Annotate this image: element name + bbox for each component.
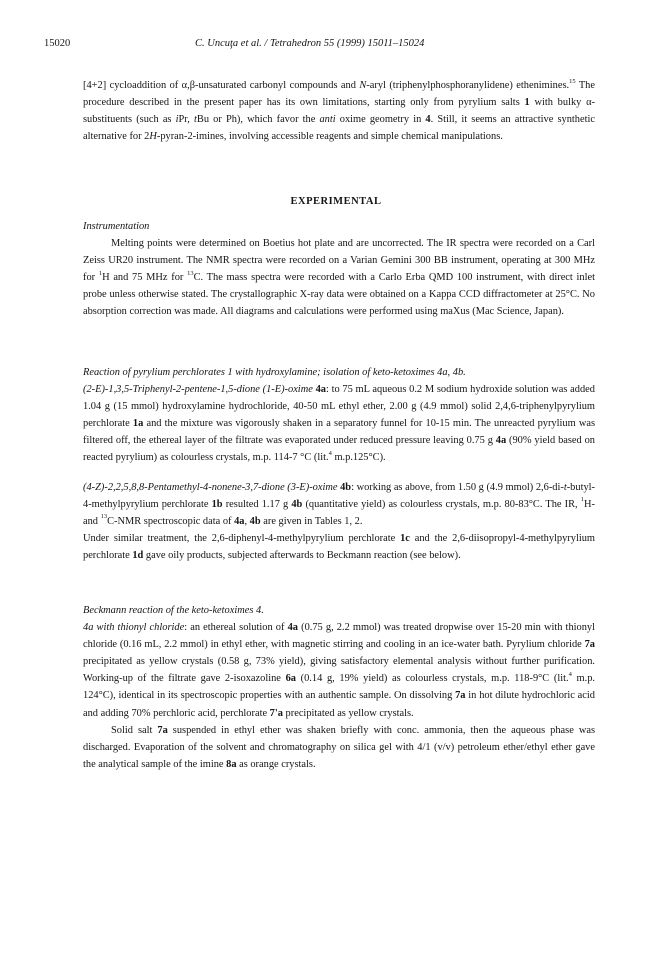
- reference-superscript: 4: [328, 450, 332, 458]
- isotope-superscript: 1: [580, 496, 585, 504]
- compound-number: 8a: [226, 758, 237, 770]
- isotope-superscript: 13: [100, 513, 108, 521]
- text: : an ethereal solution of: [184, 622, 288, 634]
- compound-number: 7'a: [269, 707, 283, 719]
- text: precipitated as yellow crystals.: [282, 707, 414, 719]
- text: and the 2,6-diisopropyl-4-methylpyrylium perchlorate: [83, 532, 595, 561]
- text: . Still, it seems an attractive synthetic alternative for 2: [83, 114, 595, 143]
- compound-number: 1d: [132, 549, 144, 561]
- text: m.p.125°C).: [331, 452, 386, 464]
- compound-number: 7a: [455, 690, 466, 702]
- running-citation: C. Uncuţa et al. / Tetrahedron 55 (1999) 15011–15024: [195, 38, 425, 49]
- text: resulted 1.17 g: [222, 498, 292, 510]
- text: precipitated as yellow crystals (0.58 g, 73% yield), giving satisfactory elemental analysis without further purification. Working-up of the filtrate gave 2-isoxazoline: [83, 656, 595, 685]
- text: C-NMR spectroscopic data of: [107, 515, 235, 527]
- text: Melting points were determined on Boetius hot plate and are uncorrected. The IR spectra were recorded on a Carl Zeiss UR20 instrument. The NMR spectra were recorded on a Varian Gemini 300 BB instrument, operating at 300 MHz for: [83, 238, 595, 284]
- compound-number: 4a: [315, 384, 326, 396]
- procedure-4b: [83, 479, 595, 530]
- compound-number: 1a: [132, 418, 144, 430]
- page-number: 15020: [44, 38, 71, 49]
- compound-number: 4b: [340, 481, 352, 493]
- text: i: [175, 114, 179, 126]
- subsection-heading-instrumentation: Instrumentation: [83, 221, 150, 232]
- text: [4+2] cycloaddition of α,β-unsaturated carbonyl compounds and: [83, 80, 360, 91]
- beckmann-block: [83, 602, 595, 773]
- section-title-experimental: EXPERIMENTAL: [290, 196, 382, 207]
- reference-superscript: 15: [569, 77, 576, 85]
- intro-paragraph: [83, 77, 595, 145]
- compound-number: 7a: [157, 724, 168, 736]
- text: ,: [244, 515, 250, 527]
- intro-block: [83, 77, 595, 145]
- compound-number: 4a: [234, 515, 245, 527]
- text: : to 75 mL aqueous 0.2 M sodium hydroxide solution was added 1.04 g (15 mmol) hydroxylamine hydrochloride, 40-50 mL ethyl ether, 2.00 g (4.9 mmol) solid 2,4,6-triphenylpyrylium perchlorate: [83, 384, 595, 430]
- text: gave oily products, subjected afterwards to Beckmann reaction (see below).: [143, 549, 461, 561]
- text: are given in Tables 1, 2.: [260, 515, 363, 527]
- text: suspended in ethyl ether was shaken briefly with conc. ammonia, then the aqueous phase was discharged. Evaporation of the solvent and chromatography on silica gel with 4/1 (v/v) petroleum ether/ethyl ether gave the analytical sample of the imine: [83, 724, 595, 770]
- procedure-thionyl-chloride: [83, 619, 595, 722]
- text: in hot dilute hydrochloric acid and adding 70% perchloric acid, perchlorate: [83, 690, 595, 719]
- text: oxime geometry in: [335, 114, 426, 126]
- reference-superscript: 4: [568, 671, 572, 679]
- text: N: [359, 80, 367, 91]
- compound-number: 4: [425, 114, 431, 126]
- text: as orange crystals.: [236, 758, 316, 770]
- text: -butyl-4-methylpyrylium perchlorate: [83, 481, 595, 510]
- text: (quantitative yield) as colourless crystals, m.p. 80-83°C. The IR,: [302, 498, 581, 510]
- text: Bu or Ph), which favor the: [196, 114, 320, 126]
- procedure-4a: [83, 381, 595, 466]
- text: H and 75 MHz for: [102, 272, 188, 284]
- procedure-1c-1d: [83, 530, 595, 564]
- text: H: [149, 131, 157, 143]
- text: Pr,: [178, 114, 195, 126]
- compound-name: (2-E)-1,3,5-Triphenyl-2-pentene-1,5-dione (1-E)-oxime: [83, 384, 313, 396]
- compound-name: 4a with thionyl chloride: [83, 622, 185, 634]
- text: and the mixture was vigorously shaken in a separatory funnel for 10-15 min. The unreacted pyrylium was filtered off, the ethereal layer of the filtrate was evaporated under reduced pressure leaving 0.75 g: [83, 418, 595, 447]
- text: anti: [319, 114, 336, 126]
- compound-name: (4-Z)-2,2,5,8,8-Pentamethyl-4-nonene-3,7-dione (3-E)-oxime: [83, 481, 338, 493]
- text: m.p. 124°C), identical in its spectroscopic properties with an authentic sample. On dissolving: [83, 673, 596, 702]
- compound-number: 1c: [400, 532, 410, 544]
- text: -aryl (triphenylphosphoranylidene) ethenimines.: [366, 80, 570, 91]
- compound-number: 4a: [495, 435, 507, 447]
- compound-number: 1b: [211, 498, 223, 510]
- instrumentation-paragraph: [83, 235, 595, 320]
- text: t: [563, 481, 567, 493]
- reaction-block: [83, 364, 595, 564]
- text: (0.14 g, 19% yield) as colourless crystals, m.p. 118-9°C (lit.: [295, 673, 569, 685]
- compound-number: 4a: [287, 622, 298, 634]
- subsection-heading-reaction: Reaction of pyrylium perchlorates 1 with hydroxylamine; isolation of keto-ketoximes 4a, 4b.: [83, 367, 466, 378]
- text: (90% yield based on reacted pyrylium) as colourless crystals, m.p. 114-7 °C (lit.: [83, 435, 595, 464]
- text: C. The mass spectra were recorded with a Carlo Erba QMD 100 instrument, with direct inlet probe unless otherwise stated. The crystallographic X-ray data were obtained on a Kappa CCD diffractometer at 25°C. No absorption correction was made. All diagrams and calculations were performed using maXus (Mac Science, Japan).: [83, 272, 595, 318]
- instrumentation-block: [83, 218, 595, 321]
- subsection-heading-beckmann: Beckmann reaction of the keto-ketoximes 4.: [83, 605, 264, 616]
- compound-number: 4b: [291, 498, 303, 510]
- text: The procedure described in the present paper has its own limitations, starting only from pyrylium salts: [83, 80, 595, 109]
- text: t: [194, 114, 197, 126]
- compound-number: 1: [524, 97, 530, 109]
- text: (0.75 g, 2.2 mmol) was treated dropwise over 15-20 min with thionyl chloride (0.16 mL, 2.2 mmol) in ethyl ether, with magnetic stirring and cooling in an ice-water bath. Pyrylium chloride: [83, 622, 596, 651]
- isotope-superscript: 1: [98, 269, 103, 277]
- text: Under similar treatment, the 2,6-diphenyl-4-methylpyrylium perchlorate: [83, 532, 401, 544]
- isotope-superscript: 13: [187, 269, 194, 277]
- text: -pyran-2-imines, involving accessible reagents and simple chemical manipulations.: [156, 131, 503, 143]
- text: : working as above, from 1.50 g (4.9 mmol) 2,6-di-: [351, 481, 564, 493]
- text: H- and: [83, 498, 595, 527]
- text: with bulky α-substituents (such as: [83, 97, 596, 126]
- procedure-imine-8a: [83, 722, 595, 773]
- compound-number: 7a: [584, 639, 595, 651]
- compound-number: 6a: [285, 673, 296, 685]
- text: Solid salt: [111, 724, 158, 736]
- compound-number: 4b: [249, 515, 261, 527]
